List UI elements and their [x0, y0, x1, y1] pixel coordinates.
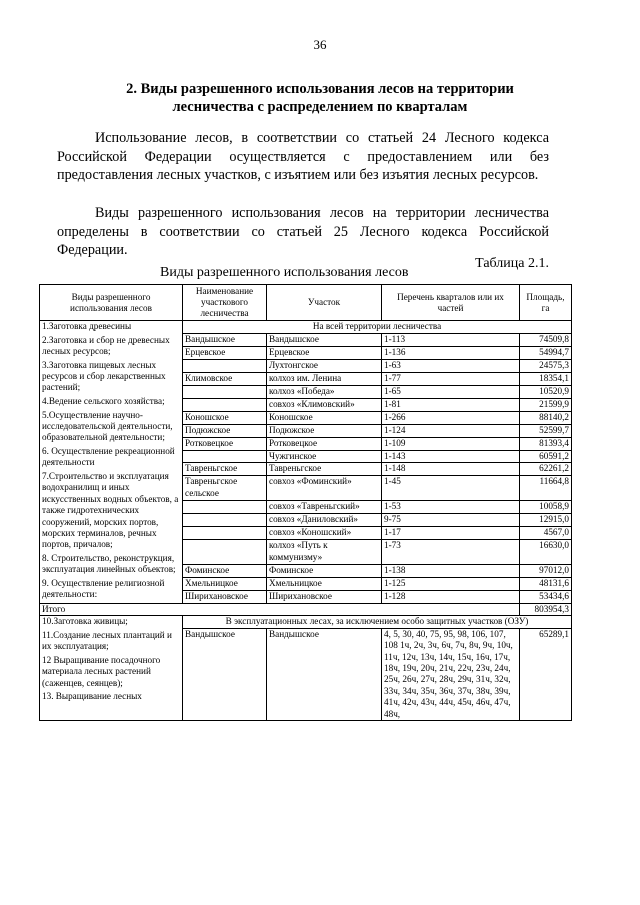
area-cell: 54994,7	[520, 346, 572, 359]
area-cell: 10520,9	[520, 385, 572, 398]
use-type-item: 7.Строительство и эксплуатация водохранилищ и иных искусственных водных объектов, а также гидротехнических сооружений, морских портов, морских терминалов, речных портов, причалов;	[42, 471, 179, 550]
forestry-cell: Подюжское	[183, 424, 267, 437]
site-cell: Фоминское	[267, 565, 382, 578]
quarters-cell: 1-143	[382, 450, 520, 463]
forestry-cell	[183, 385, 267, 398]
table-total	[40, 604, 572, 616]
forestry-cell: Вандышское	[183, 333, 267, 346]
forestry-cell	[183, 450, 267, 463]
quarters-cell: 1-65	[382, 385, 520, 398]
site-cell: колхоз «Путь к коммунизму»	[267, 540, 382, 565]
table-header-row	[40, 285, 572, 321]
use-type-item: 13. Выращивание лесных	[42, 691, 142, 702]
area-cell: 60591,2	[520, 450, 572, 463]
site-cell: Ерцевское	[267, 346, 382, 359]
area-cell: 62261,2	[520, 463, 572, 476]
site-cell: совхоз «Фоминский»	[267, 476, 382, 501]
land-use-table	[39, 284, 572, 721]
site-cell: Чужгинское	[267, 450, 382, 463]
use-type-item: 12 Выращивание посадочного материала лесных растений (саженцев, сеянцев);	[42, 655, 161, 688]
quarters-cell: 1-63	[382, 359, 520, 372]
area-cell: 21599,9	[520, 398, 572, 411]
forestry-cell: Климовское	[183, 372, 267, 385]
quarters-cell: 1-128	[382, 590, 520, 603]
site-cell: Шиpихановское	[267, 590, 382, 603]
area-cell: 48131,6	[520, 578, 572, 591]
forestry-cell	[183, 514, 267, 527]
area-cell: 53434,6	[520, 590, 572, 603]
area-cell: 18354,1	[520, 372, 572, 385]
header-use-types: Виды разрешенного использования лесов	[40, 285, 183, 321]
site-cell: колхоз им. Ленина	[267, 372, 382, 385]
use-types-cell	[40, 616, 183, 721]
span-note: В эксплуатационных лесах, за исключением особо защитных участков (ОЗУ)	[183, 616, 572, 628]
forestry-cell: Хмельницкое	[183, 578, 267, 591]
total-label: Итого	[40, 604, 520, 616]
use-type-item: 10.Заготовка живицы;	[42, 616, 128, 627]
forestry-cell	[183, 359, 267, 372]
site-cell: Лухтонгское	[267, 359, 382, 372]
header-area: Площадь, га	[520, 285, 572, 321]
area-cell: 97012,0	[520, 565, 572, 578]
forestry-cell: Ротковецкое	[183, 437, 267, 450]
site-cell: Коношское	[267, 411, 382, 424]
forestry-cell	[183, 398, 267, 411]
quarters-cell: 1-45	[382, 476, 520, 501]
site-cell: совхоз «Коношский»	[267, 527, 382, 540]
area-cell: 65289,1	[520, 628, 572, 720]
forestry-cell: Тавреньгское сельское	[183, 476, 267, 501]
quarters-cell: 1-77	[382, 372, 520, 385]
quarters-cell: 1-81	[382, 398, 520, 411]
paragraph-2: Виды разрешенного использования лесов на территории лесничества определены в соответствии со статьей 25 Лесного кодекса Российской Федерации.	[57, 205, 549, 258]
quarters-cell: 1-138	[382, 565, 520, 578]
use-type-item: 5.Осуществление научно-исследовательской деятельности, образовательной деятельности;	[42, 409, 173, 443]
area-cell: 12915,0	[520, 514, 572, 527]
use-types-cell	[40, 321, 183, 604]
site-cell: совхоз «Даниловский»	[267, 514, 382, 527]
table-row	[40, 616, 572, 628]
area-cell: 88140,2	[520, 411, 572, 424]
area-cell: 4567,0	[520, 527, 572, 540]
quarters-cell: 1-113	[382, 333, 520, 346]
area-cell: 74509,8	[520, 333, 572, 346]
use-type-item: 2.Заготовка и сбор не древесных лесных ресурсов;	[42, 334, 170, 356]
paragraph-1: Использование лесов, в соответствии со статьей 24 Лесного кодекса Российской Федерации осуществляется с предоставлением или без предоставления лесных участков, с изъятием или без изъятия лесных ресурсов.	[57, 130, 549, 183]
use-type-item: 1.Заготовка древесины	[42, 321, 132, 331]
quarters-cell: 1-136	[382, 346, 520, 359]
quarters-cell: 1-17	[382, 527, 520, 540]
site-cell: Вандышское	[267, 333, 382, 346]
quarters-cell: 9-75	[382, 514, 520, 527]
site-cell: совхоз «Климовский»	[267, 398, 382, 411]
use-type-item: 11.Создание лесных плантаций и их эксплуатация;	[42, 630, 172, 652]
header-forestry: Наименование участкового лесничества	[183, 285, 267, 321]
site-cell: Хмельницкое	[267, 578, 382, 591]
forestry-cell	[183, 527, 267, 540]
site-cell: Подюжское	[267, 424, 382, 437]
forestry-cell: Шиpихановское	[183, 590, 267, 603]
header-quarters: Перечень кварталов или их частей	[382, 285, 520, 321]
page-number: 36	[313, 37, 327, 52]
use-type-item: 6. Осуществление рекреационной деятельности	[42, 446, 175, 468]
area-cell: 16630,0	[520, 540, 572, 565]
section-heading	[60, 80, 580, 116]
quarters-cell: 4, 5, 30, 40, 75, 95, 98, 106, 107, 108 1ч, 2ч, 3ч, 6ч, 7ч, 8ч, 9ч, 10ч, 11ч, 12ч, 13ч, 14ч, 15ч, 16ч, 17ч, 18ч, 19ч, 20ч, 21ч, 22ч, 23ч, 24ч, 25ч, 26ч, 27ч, 28ч, 29ч, 31ч, 32ч, 33ч, 34ч, 35ч, 36ч, 37ч, 38ч, 39ч, 41ч, 42ч, 43ч, 44ч, 45ч, 46ч, 47ч, 48ч,	[382, 628, 520, 720]
forestry-cell: Фоминское	[183, 565, 267, 578]
forestry-cell: Ерцевское	[183, 346, 267, 359]
table-body-1	[40, 321, 572, 604]
area-cell: 10058,9	[520, 501, 572, 514]
forestry-cell	[183, 540, 267, 565]
area-cell: 81393,4	[520, 437, 572, 450]
total-value: 803954,3	[520, 604, 572, 616]
table-number: Таблица 2.1.	[475, 256, 549, 271]
quarters-cell: 1-124	[382, 424, 520, 437]
use-type-item: 8. Строительство, реконструкция, эксплуатация линейных объектов;	[42, 553, 176, 575]
header-site: Участок	[267, 285, 382, 321]
quarters-cell: 1-73	[382, 540, 520, 565]
use-type-item: 3.Заготовка пищевых лесных ресурсов и сбор лекарственных растений;	[42, 359, 166, 393]
table-title: Виды разрешенного использования лесов	[160, 265, 409, 280]
quarters-cell: 1-53	[382, 501, 520, 514]
area-cell: 11664,8	[520, 476, 572, 501]
area-cell: 24575,3	[520, 359, 572, 372]
quarters-cell: 1-266	[382, 411, 520, 424]
table-body-2	[40, 616, 572, 721]
use-type-item: 4.Ведение сельского хозяйства;	[42, 396, 165, 406]
quarters-cell: 1-148	[382, 463, 520, 476]
site-cell: совхоз «Тавреньгский»	[267, 501, 382, 514]
table-row	[40, 321, 572, 334]
heading-line-1: 2. Виды разрешенного использования лесов на территории	[126, 81, 514, 97]
span-note: На всей территории лесничества	[183, 321, 572, 334]
forestry-cell: Вандышское	[183, 628, 267, 720]
use-type-item: 9. Осуществление религиозной деятельности:	[42, 578, 165, 600]
forestry-cell: Коношское	[183, 411, 267, 424]
forestry-cell	[183, 501, 267, 514]
site-cell: Вандышское	[267, 628, 382, 720]
area-cell: 52599,7	[520, 424, 572, 437]
quarters-cell: 1-125	[382, 578, 520, 591]
forestry-cell: Тавреньгское	[183, 463, 267, 476]
total-row	[40, 604, 572, 616]
site-cell: Ротковецкое	[267, 437, 382, 450]
quarters-cell: 1-109	[382, 437, 520, 450]
site-cell: Тавреньгское	[267, 463, 382, 476]
heading-line-2: лесничества с распределением по кварталам	[172, 99, 468, 115]
site-cell: колхоз «Победа»	[267, 385, 382, 398]
